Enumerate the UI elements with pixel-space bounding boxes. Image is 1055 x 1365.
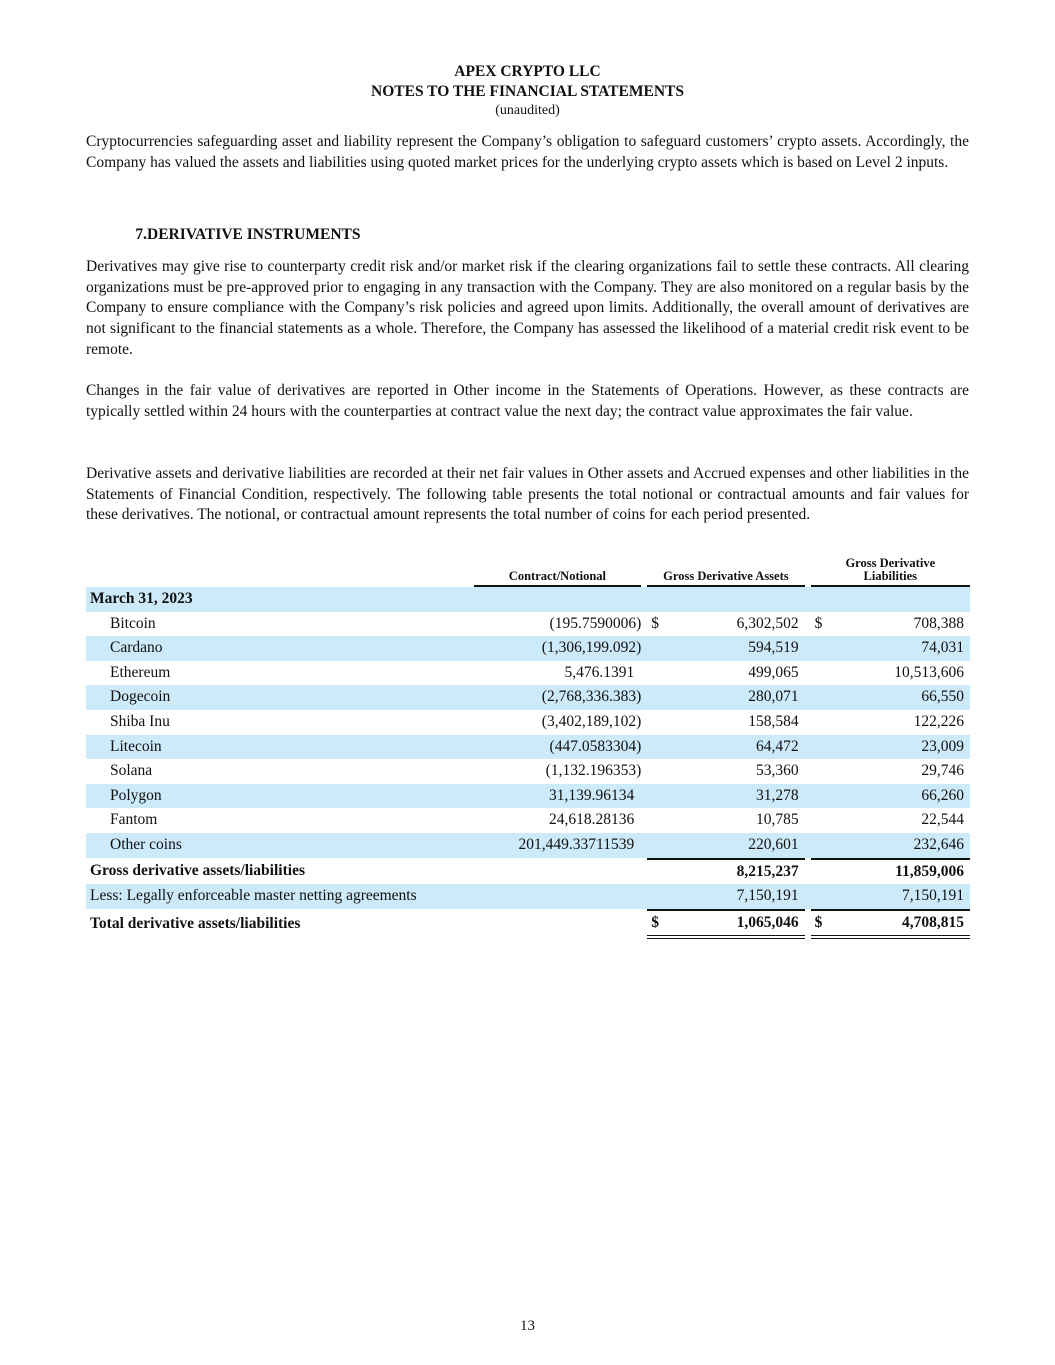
notional-value: (195.7590006) (549, 614, 642, 632)
notional-value: (3,402,189,102) (541, 712, 642, 730)
liabilities-value: 66,260 (811, 784, 970, 809)
net-total-row (86, 909, 970, 940)
table-header-row (86, 557, 970, 587)
table-intro-paragraph: Derivative assets and derivative liabilities are recorded at their net fair values in Other assets and Accrued expenses and other liabilities in the Statements of Financial Condition, respectively. The following table presents the total notional or contractual amounts and fair values for these derivatives. The notional, or contractual amount represents the total number of coins for each period presented. (86, 465, 969, 524)
liabilities-value: 122,226 (913, 712, 964, 730)
notional-value: 31,139.96134 (474, 784, 642, 809)
period-row (86, 587, 970, 612)
netting-label: Less: Legally enforceable master netting agreements (86, 884, 474, 909)
total-label: Total derivative assets/liabilities (90, 914, 301, 932)
assets-value: 220,601 (647, 833, 804, 858)
assets-value: 64,472 (647, 735, 804, 760)
assets-value: 280,071 (647, 685, 804, 710)
notional-value: 24,618.28136 (548, 811, 635, 829)
column-header-liabilities-line2: Liabilities (863, 569, 918, 583)
coin-name: Polygon (86, 784, 474, 809)
currency-symbol: $ (814, 913, 823, 931)
notional-value: (2,768,336.383) (474, 685, 642, 710)
credit-risk-paragraph: Derivatives may give rise to counterparty credit risk and/or market risk if the clearing organizations fail to settle these contracts. All clearing organizations must be pre-approved prior to engaging in any transaction with the Company. They are also monitored on a regular basis by the Company to ensure compliance with the Company’s risk policies and agreed upon limits. Additionally, the overall amount of derivatives are not significant to the financial statements as a whole. Therefore, the Company has assessed the likelihood of a material credit risk event to be remote. (86, 258, 969, 358)
notional-value: (447.0583304) (474, 735, 642, 760)
document-subtitle: (unaudited) (495, 103, 560, 118)
liabilities-value: 74,031 (811, 636, 970, 661)
assets-value: 53,360 (755, 762, 799, 780)
gross-assets-value: 8,215,237 (647, 858, 804, 885)
liabilities-value: 23,009 (811, 735, 970, 760)
netting-row (86, 884, 970, 909)
notional-value: (1,132.196353) (545, 762, 642, 780)
notional-value: 5,476.1391 (564, 663, 635, 681)
fair-value-paragraph: Changes in the fair value of derivatives are reported in Other income in the Statements of Operations. However, as these contracts are typically settled within 24 hours with the counterparties at contract value the next day; the contract value approximates the fair value. (86, 382, 969, 420)
total-assets-value: 1,065,046 (736, 913, 799, 931)
coin-name: Shiba Inu (110, 712, 170, 730)
assets-value: 158,584 (748, 712, 799, 730)
gross-liabilities-value: 11,859,006 (811, 858, 970, 885)
document-title: NOTES TO THE FINANCIAL STATEMENTS (371, 83, 684, 100)
currency-symbol: $ (651, 614, 659, 632)
page-number: 13 (520, 1318, 535, 1334)
notional-value: 201,449.33711539 (474, 833, 642, 858)
table-row (86, 808, 970, 833)
assets-value: 499,065 (748, 663, 799, 681)
column-header-liabilities (811, 557, 970, 587)
column-header-notional: Contract/Notional (474, 557, 642, 587)
period-label: March 31, 2023 (86, 587, 474, 612)
assets-value: 31,278 (647, 784, 804, 809)
table-row (86, 661, 970, 686)
table-row (86, 735, 970, 760)
derivatives-table (86, 557, 970, 939)
assets-value: 594,519 (647, 636, 804, 661)
liabilities-value: 66,550 (811, 685, 970, 710)
table-row (86, 612, 970, 637)
assets-value: 6,302,502 (736, 614, 799, 632)
liabilities-value: 10,513,606 (894, 663, 964, 681)
netting-liabilities-value: 7,150,191 (811, 884, 970, 909)
total-liabilities-value: 4,708,815 (902, 913, 964, 931)
liabilities-value: 29,746 (921, 762, 964, 780)
netting-assets-value: 7,150,191 (647, 884, 804, 909)
table-row (86, 685, 970, 710)
assets-value: 10,785 (755, 811, 799, 829)
intro-paragraph: Cryptocurrencies safeguarding asset and liability represent the Company’s obligation to safeguard customers’ crypto assets. Accordingly, the Company has valued the assets and liabilities using quoted market prices for the underlying crypto assets which is based on Level 2 inputs. (86, 133, 969, 171)
liabilities-value: 22,544 (921, 811, 964, 829)
table-row (86, 636, 970, 661)
currency-symbol: $ (651, 913, 659, 931)
coin-name: Litecoin (86, 735, 474, 760)
page-header (0, 62, 1055, 120)
coin-name: Dogecoin (86, 685, 474, 710)
coin-name: Ethereum (110, 663, 171, 681)
section-heading (86, 226, 360, 244)
coin-name: Solana (110, 762, 153, 780)
gross-total-row (86, 858, 970, 885)
coin-name: Other coins (86, 833, 474, 858)
coin-name: Bitcoin (110, 614, 156, 632)
column-header-assets: Gross Derivative Assets (647, 557, 804, 587)
section-title: DERIVATIVE INSTRUMENTS (147, 226, 361, 243)
table-row (86, 710, 970, 735)
company-name: APEX CRYPTO LLC (454, 63, 601, 80)
section-number: 7. (135, 226, 147, 243)
coin-name: Cardano (86, 636, 474, 661)
gross-label: Gross derivative assets/liabilities (90, 861, 305, 879)
coin-name: Fantom (110, 811, 158, 829)
table-row (86, 784, 970, 809)
notional-value: (1,306,199.092) (474, 636, 642, 661)
liabilities-value: 232,646 (811, 833, 970, 858)
currency-symbol: $ (814, 614, 823, 632)
column-header-liabilities-line1: Gross Derivative (845, 556, 936, 570)
liabilities-value: 708,388 (913, 614, 964, 632)
table-row (86, 759, 970, 784)
table-row (86, 833, 970, 858)
